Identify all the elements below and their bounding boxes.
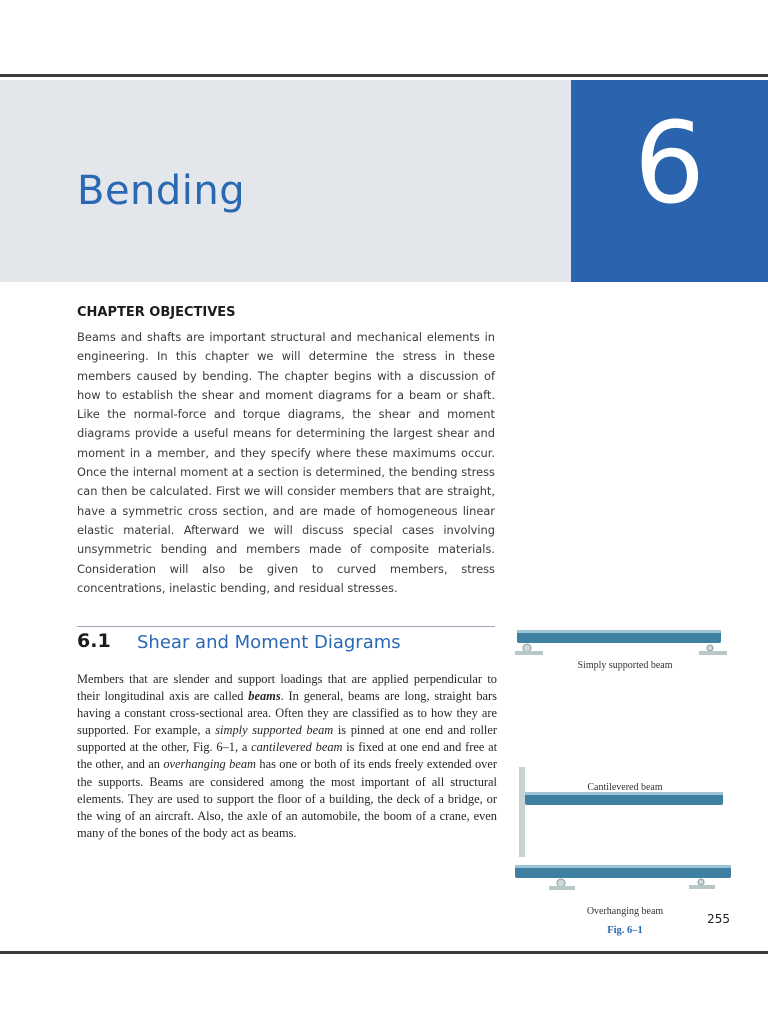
objectives-heading: CHAPTER OBJECTIVES xyxy=(77,305,236,320)
body-text: . In general, beams are long, straight bars having a constant cross-sectional area. Often they are classified as to how they are supported. For example, a xyxy=(77,689,497,738)
page-number: 255 xyxy=(707,912,730,926)
beam-types-figure xyxy=(505,622,745,936)
overhanging-beam-illustration xyxy=(515,865,731,890)
term-overhanging-beam: overhanging beam xyxy=(163,757,256,772)
body-text: Members that are slender and support loadings that are applied perpendicular to their longitudinal axis are called xyxy=(77,672,497,704)
chapter-number: 6 xyxy=(633,99,706,229)
body-text: is pinned at one end and roller supported at the other, Fig. 6–1, a xyxy=(77,723,498,755)
objectives-paragraph: Beams and shafts are important structural and mechanical elements in engineering. In this chapter we will determine the stress in these members caused by bending. The chapter begins with a discussion of how to establish the shear and moment diagrams for a beam or shaft. Like the normal-force and torque diagrams, the shear and moment diagrams provide a useful means for determining the largest shear and moment in a member, and they specify where these maximums occur. Once the internal moment at a section is determined, the bending stress can then be calculated. First we will consider members that are straight, have a symmetric cross section, and are made of homogeneous linear elastic material. Afterward we will discuss special cases involving unsymmetric bending and members made of composite materials. Consideration will also be given to curved members, stress concentrations, inelastic bending, and residual stresses. xyxy=(77,330,495,595)
section-number: 6.1 xyxy=(77,630,111,652)
section-title: Shear and Moment Diagrams xyxy=(137,632,401,653)
section-paragraph xyxy=(77,671,497,842)
textbook-page xyxy=(0,74,768,954)
term-cantilevered-beam: cantilevered beam xyxy=(251,740,343,755)
body-text: is fixed at one end and free at the other, and an xyxy=(77,740,498,772)
chapter-title: Bending xyxy=(77,168,246,214)
term-simply-supported-beam: simply supported beam xyxy=(215,723,334,738)
caption-simply-supported: Simply supported beam xyxy=(577,660,673,671)
chapter-number-box xyxy=(571,80,768,282)
section-divider xyxy=(77,626,495,627)
figure-label: Fig. 6–1 xyxy=(607,925,643,936)
simply-supported-beam-illustration xyxy=(515,630,727,655)
caption-cantilevered: Cantilevered beam xyxy=(587,782,663,793)
body-text: has one or both of its ends freely extended over the supports. Beams are considered among the most important of all structural elements. They are used to support the floor of a building, the deck of a bridge, or the wing of an aircraft. Also, the axle of an automobile, the boom of a crane, even many of the bones of the body act as beams. xyxy=(77,757,497,840)
term-beams: beams xyxy=(248,689,281,704)
caption-overhanging: Overhanging beam xyxy=(586,906,664,917)
chapter-header-band xyxy=(0,80,571,282)
cantilevered-beam-illustration xyxy=(519,767,723,857)
